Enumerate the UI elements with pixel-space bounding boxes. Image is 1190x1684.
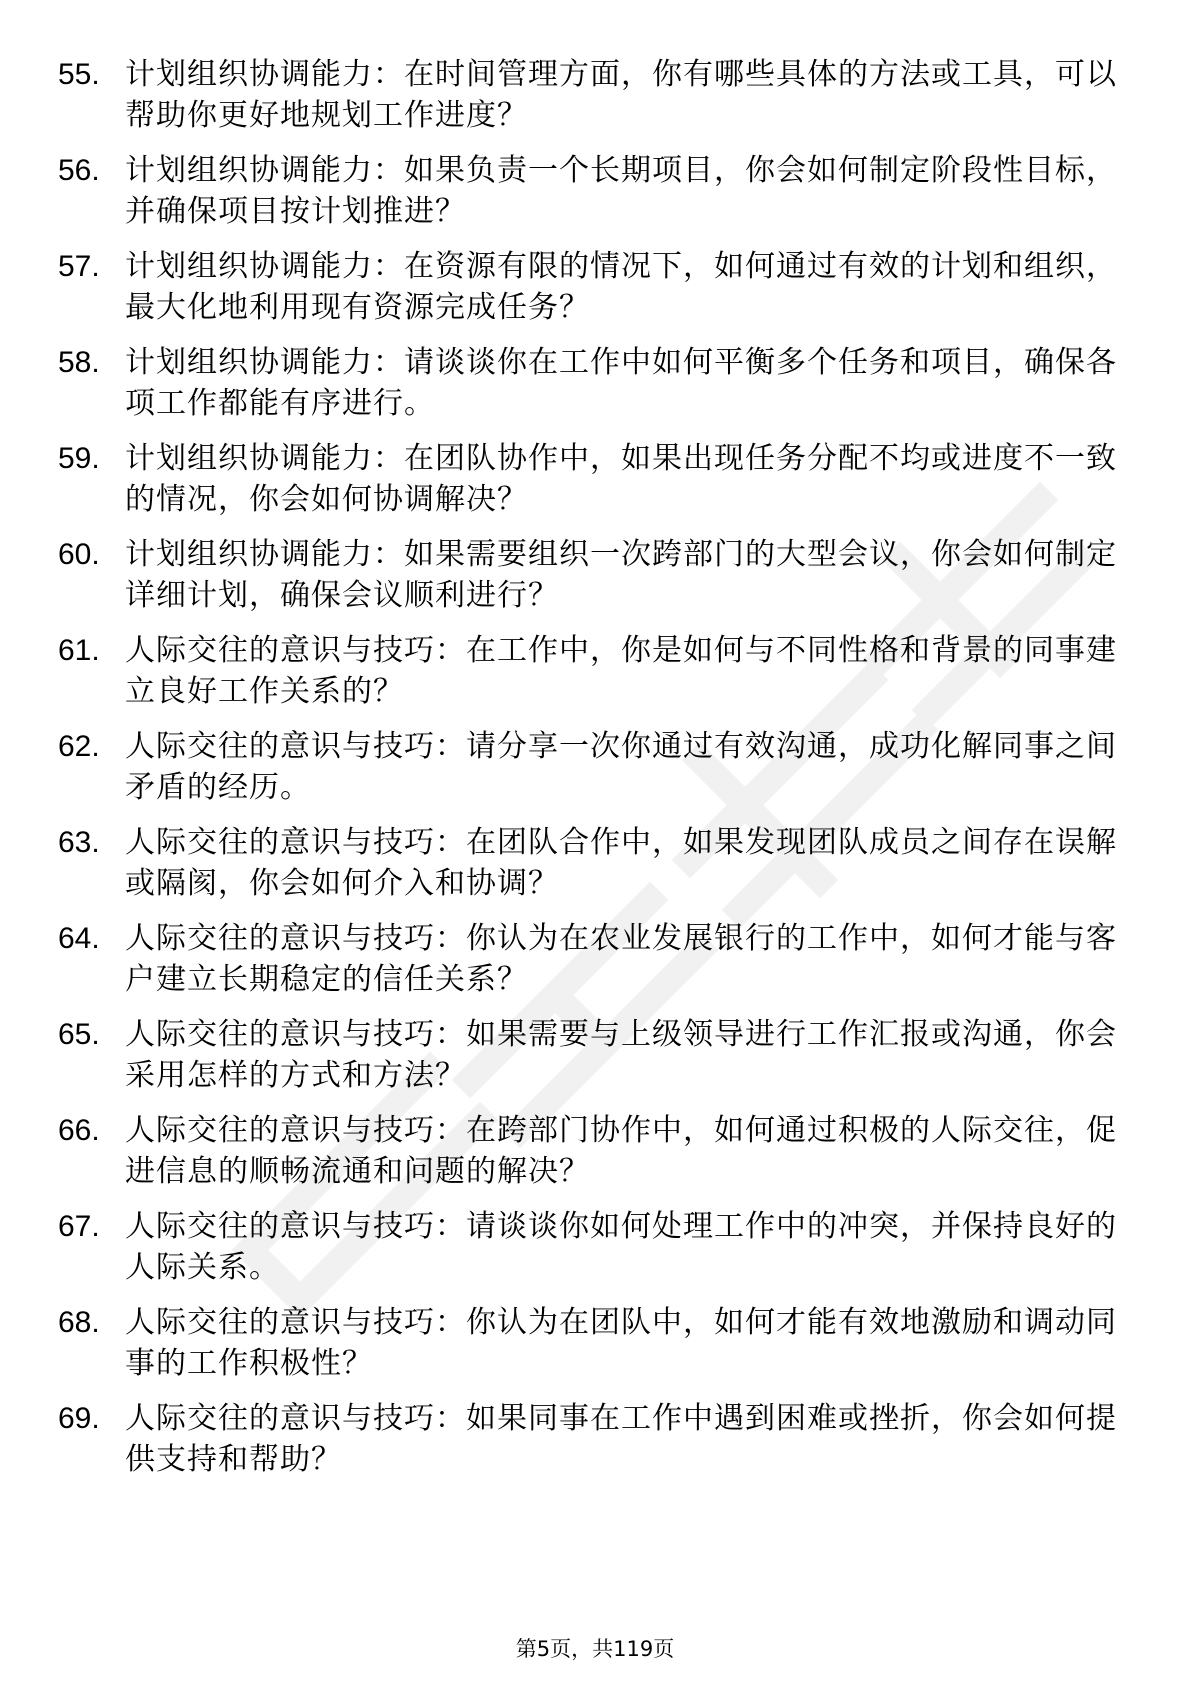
question-number: 55. xyxy=(58,58,100,91)
question-item xyxy=(58,1302,1118,1384)
question-item xyxy=(58,438,1118,520)
question-number: 67. xyxy=(58,1210,100,1243)
question-number: 68. xyxy=(58,1306,100,1339)
question-number: 57. xyxy=(58,250,100,283)
question-item xyxy=(58,630,1118,712)
question-item xyxy=(58,726,1118,808)
question-item xyxy=(58,1014,1118,1096)
question-number: 59. xyxy=(58,442,100,475)
question-item xyxy=(58,822,1118,904)
question-text: 人际交往的意识与技巧：请分享一次你通过有效沟通，成功化解同事之间矛盾的经历。 xyxy=(125,729,1117,805)
question-number: 69. xyxy=(58,1402,100,1435)
question-item xyxy=(58,54,1118,136)
question-text: 计划组织协调能力：如果负责一个长期项目，你会如何制定阶段性目标，并确保项目按计划推进？ xyxy=(125,153,1117,229)
question-number: 64. xyxy=(58,922,100,955)
question-item xyxy=(58,918,1118,1000)
question-number: 65. xyxy=(58,1018,100,1051)
question-text: 计划组织协调能力：如果需要组织一次跨部门的大型会议，你会如何制定详细计划，确保会议顺利进行？ xyxy=(125,537,1117,613)
question-text: 人际交往的意识与技巧：你认为在团队中，如何才能有效地激励和调动同事的工作积极性？ xyxy=(125,1305,1117,1381)
question-item xyxy=(58,150,1118,232)
question-item xyxy=(58,1398,1118,1480)
question-text: 计划组织协调能力：在团队协作中，如果出现任务分配不均或进度不一致的情况，你会如何协调解决？ xyxy=(125,441,1117,517)
question-text: 人际交往的意识与技巧：如果需要与上级领导进行工作汇报或沟通，你会采用怎样的方式和方法？ xyxy=(125,1017,1117,1093)
question-number: 56. xyxy=(58,154,100,187)
page-footer: 第5页，共119页 xyxy=(515,1637,675,1661)
question-text: 人际交往的意识与技巧：你认为在农业发展银行的工作中，如何才能与客户建立长期稳定的信任关系？ xyxy=(125,921,1117,997)
question-item xyxy=(58,342,1118,424)
question-number: 62. xyxy=(58,730,100,763)
question-text: 计划组织协调能力：在资源有限的情况下，如何通过有效的计划和组织，最大化地利用现有资源完成任务？ xyxy=(125,249,1117,325)
question-text: 人际交往的意识与技巧：在团队合作中，如果发现团队成员之间存在误解或隔阂，你会如何介入和协调？ xyxy=(125,825,1117,901)
question-number: 58. xyxy=(58,346,100,379)
question-text: 计划组织协调能力：在时间管理方面，你有哪些具体的方法或工具，可以帮助你更好地规划工作进度？ xyxy=(125,57,1117,133)
question-item xyxy=(58,246,1118,328)
question-item xyxy=(58,1110,1118,1192)
question-number: 61. xyxy=(58,634,100,667)
question-text: 人际交往的意识与技巧：在工作中，你是如何与不同性格和背景的同事建立良好工作关系的？ xyxy=(125,633,1117,709)
question-number: 63. xyxy=(58,826,100,859)
question-list xyxy=(58,54,1118,1494)
question-text: 人际交往的意识与技巧：在跨部门协作中，如何通过积极的人际交往，促进信息的顺畅流通和问题的解决？ xyxy=(125,1113,1117,1189)
question-number: 60. xyxy=(58,538,100,571)
question-text: 人际交往的意识与技巧：如果同事在工作中遇到困难或挫折，你会如何提供支持和帮助？ xyxy=(125,1401,1117,1477)
question-item xyxy=(58,1206,1118,1288)
question-text: 人际交往的意识与技巧：请谈谈你如何处理工作中的冲突，并保持良好的人际关系。 xyxy=(125,1209,1117,1285)
question-item xyxy=(58,534,1118,616)
question-text: 计划组织协调能力：请谈谈你在工作中如何平衡多个任务和项目，确保各项工作都能有序进行。 xyxy=(125,345,1117,421)
question-number: 66. xyxy=(58,1114,100,1147)
